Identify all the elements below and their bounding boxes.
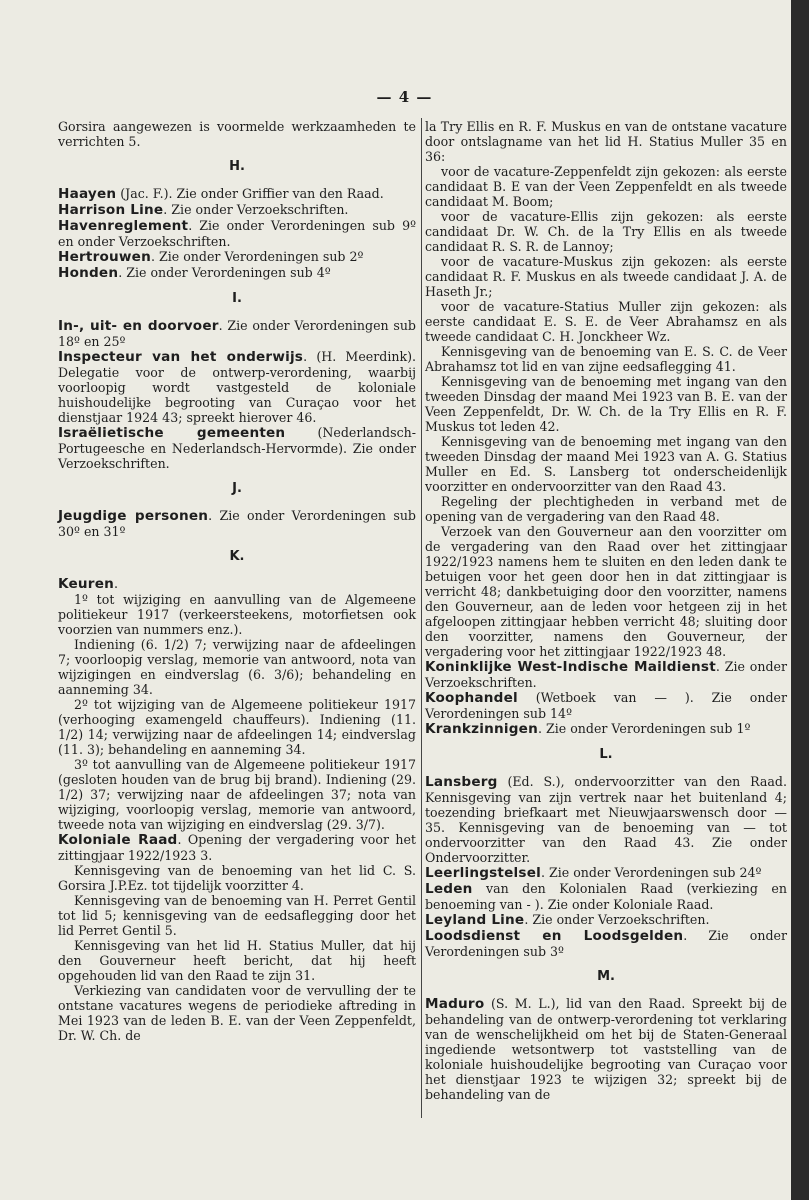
entry-keyword: Leyland Line — [425, 912, 525, 928]
section-letter: H. — [229, 159, 245, 174]
index-entry — [425, 659, 787, 690]
entry-keyword: Koninklijke West-Indische Maildienst — [425, 659, 716, 675]
entry-text: . Zie onder Verordeningen sub 18º en 25º — [58, 318, 416, 349]
index-entry — [425, 881, 787, 912]
index-entry — [58, 186, 416, 202]
section-letter: J. — [232, 481, 242, 496]
entry-keyword: Havenreglement — [58, 218, 189, 234]
entry-keyword: Keuren — [58, 576, 114, 592]
entry-keyword: Koloniale Raad — [58, 832, 178, 848]
entry-text: . Zie onder Verordeningen sub 4º — [118, 265, 331, 280]
index-entry — [425, 928, 787, 959]
left-column — [58, 119, 416, 1043]
entry-keyword: Haayen — [58, 186, 117, 202]
entry-text: . Zie onder Verordeningen sub 9º en onder Verzoekschriften. — [58, 218, 416, 249]
entry-text: . Zie onder Verzoekschriften. — [425, 659, 787, 690]
entry-paragraph: 1º tot wijziging en aanvulling van de Algemeene politiekeur 1917 (verkeersteekens, motorfietsen ook voorzien van nummers enz.). — [58, 592, 416, 637]
index-entry — [58, 508, 416, 539]
entry-text: . Zie onder Verordeningen sub 24º — [540, 865, 762, 880]
entry-text: . Zie onder Verzoekschriften. — [524, 912, 710, 927]
index-entry — [58, 265, 416, 281]
section-letter: I. — [232, 291, 242, 306]
entry-paragraph: Kennisgeving van de benoeming met ingang van den tweeden Dinsdag der maand Mei 1923 van B. E. van der Veen Zeppenfeldt, Dr. W. Ch. de la Try Ellis en R. F. Muskus tot leden 42. — [425, 374, 787, 434]
entry-text: . Zie onder Verordeningen sub 1º — [537, 721, 751, 736]
entry-paragraph: voor de vacature-Statius Muller zijn gekozen: als eerste candidaat E. S. E. de Veer Abrahamsz en als tweede candidaat C. H. Jonckheer Wz. — [425, 299, 787, 344]
index-entry — [425, 774, 787, 865]
entry-keyword: Leden — [425, 881, 473, 897]
entry-paragraph: Kennisgeving van het lid H. Statius Muller, dat hij den Gouverneur heeft bericht, dat hij heeft opgehouden lid van den Raad te zijn 31. — [58, 938, 416, 983]
index-entry — [58, 349, 416, 425]
column-divider — [421, 118, 422, 1118]
entry-paragraph: 2º tot wijziging van de Algemeene politiekeur 1917 (verhooging examengeld chauffeurs). Indiening (11. 1/2) 14; verwijzing naar de afdeelingen 14; eindverslag (11. 3); behandeling en aanneming 34. — [58, 697, 416, 757]
entry-paragraph: voor de vacature-Ellis zijn gekozen: als eerste candidaat Dr. W. Ch. de la Try Ellis en als tweede candidaat R. S. R. de Lannoy; — [425, 209, 787, 254]
entry-keyword: Lansberg — [425, 774, 498, 790]
index-entry — [425, 865, 787, 881]
entry-text: van den Kolonialen Raad (verkiezing en benoeming van - ). Zie onder Koloniale Raad. — [425, 881, 787, 912]
entry-text: . Zie onder Verordeningen sub 2º — [150, 249, 364, 264]
entry-paragraph: voor de vacature-Muskus zijn gekozen: als eerste candidaat R. F. Muskus en als tweede candidaat J. A. de Haseth Jr.; — [425, 254, 787, 299]
entry-text: (Nederlandsch-Portugeesche en Nederlandsch-Hervormde). Zie onder Verzoekschriften. — [58, 425, 416, 471]
index-entry — [425, 996, 787, 1102]
entry-text: . (H. Meerdink). Delegatie voor de ontwerp-verordening, waarbij voorloopig wordt vastgesteld de koloniale huishoudelijke begrooting van Curaçao voor het dienstjaar 1924 43; spreekt hierover 46. — [58, 349, 416, 425]
entry-paragraph: Indiening (6. 1/2) 7; verwijzing naar de afdeelingen 7; voorloopig verslag, memorie van antwoord, nota van wijzigingen en eindverslag (6. 3/6); behandeling en aanneming 34. — [58, 637, 416, 697]
entry-text: (Wetboek van — ). Zie onder Verordeningen sub 14º — [425, 690, 787, 721]
entry-text: . — [114, 576, 119, 591]
entry-text: . Zie onder Verordeningen sub 30º en 31º — [58, 508, 416, 539]
entry-keyword: Harrison Line — [58, 202, 164, 218]
entry-keyword: Hertrouwen — [58, 249, 151, 265]
entry-text: (Ed. S.), ondervoorzitter van den Raad. Kennisgeving van zijn vertrek naar het buitenland 4; toezending briefkaart met Nieuwjaarswensch door — 35. Kennisgeving van de benoeming van — tot ondervoorzitter van den Raad 43. Zie onder Ondervoorzitter. — [425, 774, 787, 865]
entry-paragraph: voor de vacature-Zeppenfeldt zijn gekozen: als eerste candidaat B. E van der Veen Zeppenfeldt en als tweede candidaat M. Boom; — [425, 164, 787, 209]
continuation-text: la Try Ellis en R. F. Muskus en van de ontstane vacature door ontslagname van het lid H. Statius Muller 35 en 36: — [425, 119, 787, 164]
entry-paragraph: Kennisgeving van de benoeming van E. S. C. de Veer Abrahamsz tot lid en van zijne eedsaflegging 41. — [425, 344, 787, 374]
section-letter: K. — [229, 549, 245, 564]
entry-text: (Jac. F.). Zie onder Griffier van den Raad. — [116, 186, 384, 201]
index-entry — [58, 218, 416, 249]
section-letter: L. — [599, 747, 613, 762]
scan-edge — [791, 0, 809, 1200]
entry-keyword: Honden — [58, 265, 119, 281]
entry-keyword: Jeugdige personen — [58, 508, 209, 524]
entry-paragraph: Kennisgeving van de benoeming met ingang van den tweeden Dinsdag der maand Mei 1923 van A. G. Statius Muller en Ed. S. Lansberg tot onderscheidenlijk voorzitter en ondervoorzitter van den Raad 43. — [425, 434, 787, 494]
section-letter: M. — [597, 969, 615, 984]
index-entry — [58, 576, 416, 592]
right-column — [425, 119, 787, 1102]
index-entry — [58, 832, 416, 863]
entry-keyword: Krankzinnigen — [425, 721, 538, 737]
entry-keyword: Loodsdienst en Loodsgelden — [425, 928, 684, 944]
continuation-text: Gorsira aangewezen is voormelde werkzaamheden te verrichten 5. — [58, 119, 416, 149]
index-entry — [58, 249, 416, 265]
entry-keyword: Inspecteur van het onderwijs — [58, 349, 304, 365]
entry-keyword: Israëlietische gemeenten — [58, 425, 286, 441]
entry-text: . Opening der vergadering voor het zittingjaar 1922/1923 3. — [58, 832, 416, 863]
index-entry — [58, 202, 416, 218]
index-entry — [425, 912, 787, 928]
entry-keyword: Leerlingstelsel — [425, 865, 541, 881]
entry-paragraph: Kennisgeving van de benoeming van H. Perret Gentil tot lid 5; kennisgeving van de eedsaflegging door het lid Perret Gentil 5. — [58, 893, 416, 938]
entry-keyword: Maduro — [425, 996, 485, 1012]
entry-text: . Zie onder Verzoekschriften. — [163, 202, 349, 217]
index-entry — [425, 690, 787, 721]
entry-keyword: In-, uit- en doorvoer — [58, 318, 219, 334]
page-number: — 4 — — [376, 88, 433, 106]
index-entry — [58, 425, 416, 471]
entry-paragraph: Kennisgeving van de benoeming van het lid C. S. Gorsira J.P.Ez. tot tijdelijk voorzitter 4. — [58, 863, 416, 893]
entry-paragraph: Regeling der plechtigheden in verband met de opening van de vergadering van den Raad 48. — [425, 494, 787, 524]
entry-keyword: Koophandel — [425, 690, 518, 706]
entry-text: (S. M. L.), lid van den Raad. Spreekt bij de behandeling van de ontwerp-verordening tot verklaring van de wenschelijkheid om het bij de Staten-Generaal ingediende wetsontwerp tot vaststelling van de koloniale huishoudelijke begrooting van Curaçao voor het dienstjaar 1923 te wijzigen 32; spreekt bij de behandeling van de — [425, 996, 787, 1102]
entry-text: . Zie onder Verordeningen sub 3º — [425, 928, 787, 959]
entry-paragraph: Verzoek van den Gouverneur aan den voorzitter om de vergadering van den Raad over het zittingjaar 1922/1923 namens hem te sluiten en den leden dank te betuigen voor het geen door hen in dat zittingjaar is verricht 48; dankbetuiging door den voorzitter, namens den Gouverneur, aan de leden voor hetgeen zij in het afgeloopen zittingjaar hebben verricht 48; sluiting door den voorzitter, namens den Gouverneur, der vergadering voor het zittingjaar 1922/1923 48. — [425, 524, 787, 659]
entry-paragraph: Verkiezing van candidaten voor de vervulling der te ontstane vacatures wegens de periodieke aftreding in Mei 1923 van de leden B. E. van der Veen Zeppenfeldt, Dr. W. Ch. de — [58, 983, 416, 1043]
index-entry — [425, 721, 787, 737]
entry-paragraph: 3º tot aanvulling van de Algemeene politiekeur 1917 (gesloten houden van de brug bij brand). Indiening (29. 1/2) 37; verwijzing naar de afdeelingen 37; nota van wijziging, voorloopig verslag, memorie van antwoord, tweede nota van wijziging en eindverslag (29. 3/7). — [58, 757, 416, 832]
index-entry — [58, 318, 416, 349]
